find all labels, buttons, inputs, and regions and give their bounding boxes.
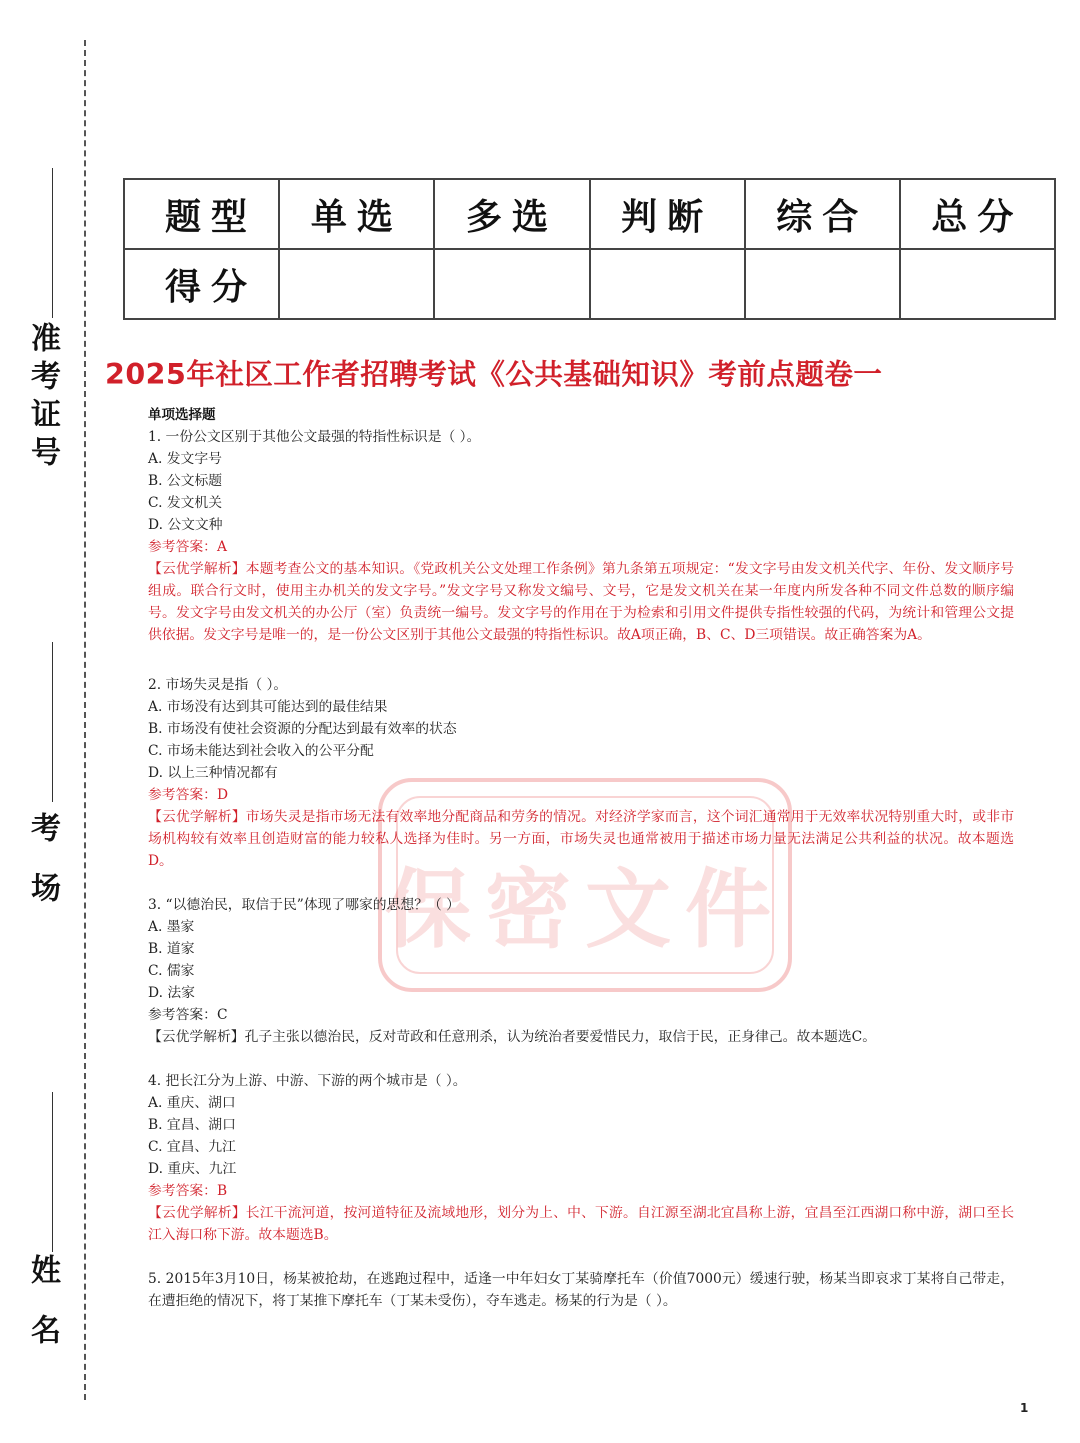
answer-analysis: 【云优学解析】长江干流河道，按河道特征及流域地形，划分为上、中、下游。自江源至湖北宜昌称上游，宜昌至江西湖口称中游，湖口至长江入海口称下游。故本题选B。 — [148, 1205, 1014, 1243]
answer-analysis: 【云优学解析】市场失灵是指市场无法有效率地分配商品和劳务的情况。对经济学家而言，这个词汇通常用于无效率状况特别重大时，或非市场机构较有效率且创造财富的能力较私人选择为佳时。另一方面，市场失灵也通常被用于描述市场力量无法满足公共利益的状况。故本题选D。 — [148, 809, 1014, 869]
section-title: 单项选择题 — [148, 407, 216, 423]
admission-number-label: 准考证号 — [25, 322, 60, 474]
question-1 — [148, 426, 1014, 646]
watermark-text: 保密文件 — [385, 860, 785, 960]
option-d: D. 法家 — [148, 985, 195, 1001]
option-d: D. 重庆、九江 — [148, 1161, 237, 1177]
score-table — [123, 178, 1056, 320]
question-stem: 5. 2015年3月10日，杨某被抢劫，在逃跑过程中，适逢一中年妇女丁某骑摩托车（价值7000元）缓速行驶，杨某当即哀求丁某将自己带走，在遭拒绝的情况下，将丁某推下摩托车（丁某未受伤），夺车逃走。杨某的行为是（ ）。 — [148, 1271, 1014, 1309]
exam-room-line — [52, 642, 53, 802]
question-stem: 1. 一份公文区别于其他公文最强的特指性标识是（ ）。 — [148, 429, 481, 445]
question-2 — [148, 674, 1014, 872]
score-cell-judgment[interactable] — [590, 249, 745, 319]
option-c: C. 市场未能达到社会收入的公平分配 — [148, 743, 374, 759]
name-label: 姓名 — [25, 1254, 60, 1374]
option-b: B. 宜昌、湖口 — [148, 1117, 236, 1133]
page-number: 1 — [1020, 1401, 1029, 1415]
exam-content — [148, 404, 1014, 1312]
score-cell-multiple[interactable] — [434, 249, 589, 319]
option-a: A. 发文字号 — [148, 451, 222, 467]
question-stem: 3. “以德治民，取信于民”体现了哪家的思想？（ ） — [148, 897, 460, 913]
reference-answer: 参考答案：A — [148, 539, 227, 555]
option-c: C. 宜昌、九江 — [148, 1139, 236, 1155]
option-a: A. 重庆、湖口 — [148, 1095, 236, 1111]
option-d: D. 公文文种 — [148, 517, 223, 533]
option-d: D. 以上三种情况都有 — [148, 765, 278, 781]
exam-title: 2025年社区工作者招聘考试《公共基础知识》考前点题卷一 — [105, 358, 883, 391]
admission-number-line — [52, 168, 53, 318]
question-5 — [148, 1268, 1014, 1312]
exam-room-label: 考场 — [25, 812, 60, 932]
reference-answer: 参考答案：D — [148, 787, 229, 803]
score-table-header-row — [124, 179, 1055, 249]
answer-analysis: 【云优学解析】本题考查公文的基本知识。《党政机关公文处理工作条例》第九条第五项规定：“发文字号由发文机关代字、年份、发文顺序号组成。联合行文时，使用主办机关的发文字号。”发文字号又称发文编号、文号，它是发文机关在某一年度内所发各种不同文件总数的顺序编号。发文字号由发文机关的办公厅（室）负责统一编号。发文字号的作用在于为检索和引用文件提供专指性较强的代码，为统计和管理公文提供依据。发文字号是唯一的，是一份公文区别于其他公文最强的特指性标识。故A项正确，B、C、D三项错误。故正确答案为A。 — [148, 561, 1014, 643]
header-question-type: 题型 — [124, 179, 279, 249]
option-b: B. 道家 — [148, 941, 195, 957]
score-table-score-row — [124, 249, 1055, 319]
option-c: C. 儒家 — [148, 963, 195, 979]
header-single-choice: 单选 — [279, 179, 434, 249]
header-total-score: 总分 — [900, 179, 1055, 249]
header-comprehensive: 综合 — [745, 179, 900, 249]
question-stem: 2. 市场失灵是指（ ）。 — [148, 677, 288, 693]
question-stem: 4. 把长江分为上游、中游、下游的两个城市是（ ）。 — [148, 1073, 467, 1089]
option-a: A. 市场没有达到其可能达到的最佳结果 — [148, 699, 388, 715]
question-3 — [148, 894, 1014, 1048]
option-c: C. 发文机关 — [148, 495, 223, 511]
header-true-false: 判断 — [590, 179, 745, 249]
score-row-label: 得分 — [124, 249, 279, 319]
score-cell-comprehensive[interactable] — [745, 249, 900, 319]
answer-analysis: 【云优学解析】孔子主张以德治民，反对苛政和任意刑杀，认为统治者要爱惜民力，取信于民，正身律己。故本题选C。 — [148, 1029, 876, 1045]
name-line — [52, 1092, 53, 1252]
option-b: B. 公文标题 — [148, 473, 223, 489]
option-a: A. 墨家 — [148, 919, 195, 935]
reference-answer: 参考答案：C — [148, 1007, 228, 1023]
binding-dashed-line — [84, 40, 86, 1400]
question-4 — [148, 1070, 1014, 1246]
option-b: B. 市场没有使社会资源的分配达到最有效率的状态 — [148, 721, 457, 737]
score-cell-total[interactable] — [900, 249, 1055, 319]
score-cell-single[interactable] — [279, 249, 434, 319]
header-multiple-choice: 多选 — [434, 179, 589, 249]
reference-answer: 参考答案：B — [148, 1183, 228, 1199]
